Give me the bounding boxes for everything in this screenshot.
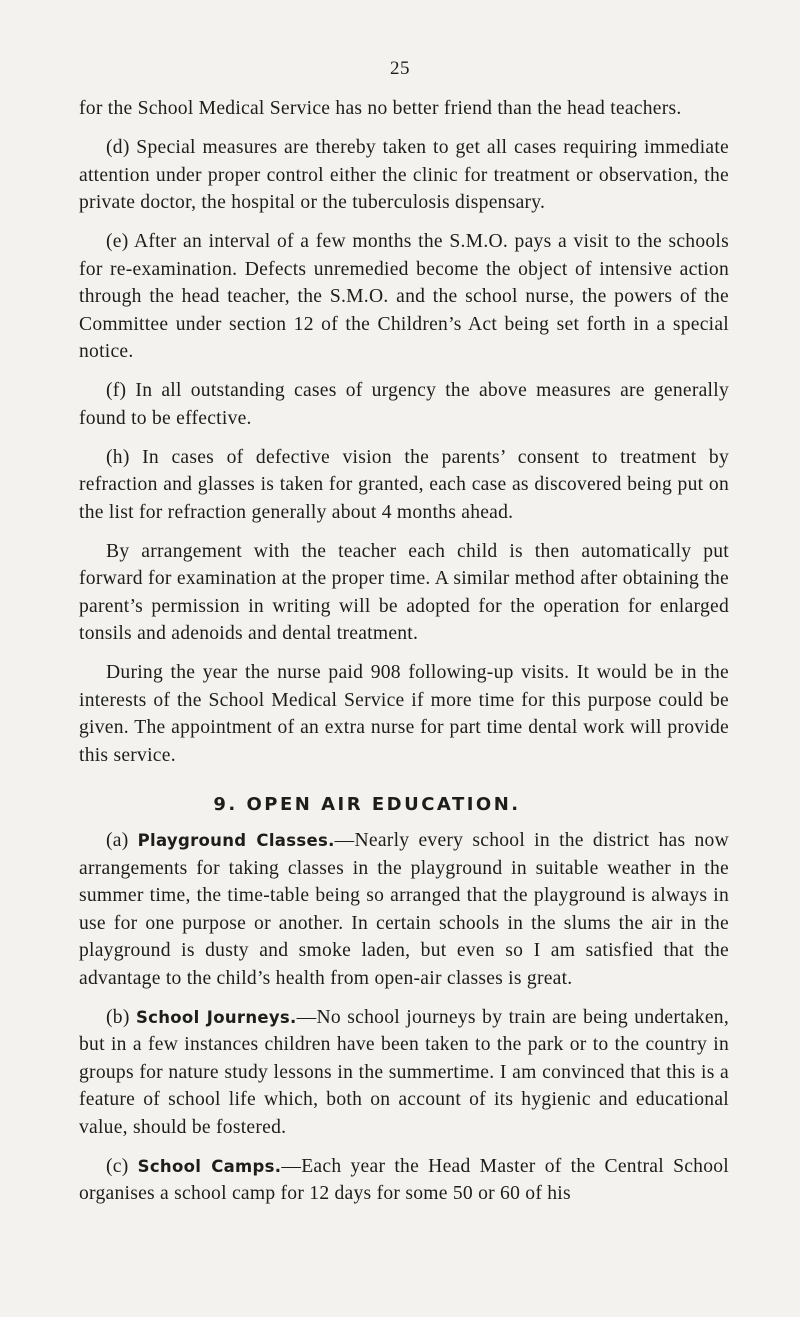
section-item: [79, 1004, 729, 1142]
section-heading: 9. OPEN AIR EDUCATION.: [213, 794, 521, 815]
item-text: —No school journeys by train are being undertaken, but in a few instances children have been taken to the park or to the country in groups for nature study lessons in the summertime. I am convinced that this is a feature of school life which, both on account of its hygienic and educational value, should be fostered.: [79, 1006, 729, 1138]
section-item: [79, 827, 729, 992]
paragraph: (f) In all outstanding cases of urgency the above measures are generally found to be effective.: [79, 380, 729, 429]
paragraph: (e) After an interval of a few months the S.M.O. pays a visit to the schools for re-examination. Defects unremedied become the object of intensive action through the head teacher, the S.M.O. and the school nurse, the powers of the Committee under section 12 of the Children’s Act being set forth in a special notice.: [79, 231, 729, 362]
item-subheading: Playground Classes.: [137, 831, 335, 850]
paragraph: By arrangement with the teacher each child is then automatically put forward for examination at the proper time. A similar method after obtaining the parent’s permission in writing will be adopted for the operation for enlarged tonsils and adenoids and dental treatment.: [79, 540, 729, 644]
item-label: (a): [106, 830, 129, 851]
paragraph: During the year the nurse paid 908 following-up visits. It would be in the interests of the School Medical Service if more time for this purpose could be given. The appointment of an extra nurse for part time dental work will provide this service.: [79, 662, 729, 766]
item-subheading: School Journeys.: [135, 1007, 297, 1027]
paragraph: (h) In cases of defective vision the parents’ consent to treatment by refraction and glasses is taken for granted, each case as discovered being put on the list for refraction generally about 4 months ahead.: [79, 446, 729, 523]
paragraph: for the School Medical Service has no better friend than the head teachers.: [79, 98, 682, 119]
item-label: (b): [106, 1006, 130, 1028]
page-number: 25: [390, 58, 410, 79]
item-subheading: School Camps.: [137, 1156, 282, 1176]
item-text: —Nearly every school in the district has now arrangements for taking classes in the playground in suitable weather in the summer time, the time-table being so arranged that the playground is always in use for one purpose or another. In certain schools in the slums the air in the playground is dusty and smoke laden, but even so I am satisfied that the advantage to the child’s health from open-air classes is great.: [79, 830, 729, 989]
section-item: [79, 1153, 729, 1208]
item-label: (c): [106, 1155, 129, 1177]
item-text: —Each year the Head Master of the Central School organises a school camp for 12 days for some 50 or 60 of his: [79, 1155, 729, 1204]
body-text: [79, 95, 729, 1219]
paragraph: (d) Special measures are thereby taken to get all cases requiring immediate attention under proper control either the clinic for treatment or observation, the private doctor, the hospital or the tuberculosis dispensary.: [79, 137, 729, 213]
